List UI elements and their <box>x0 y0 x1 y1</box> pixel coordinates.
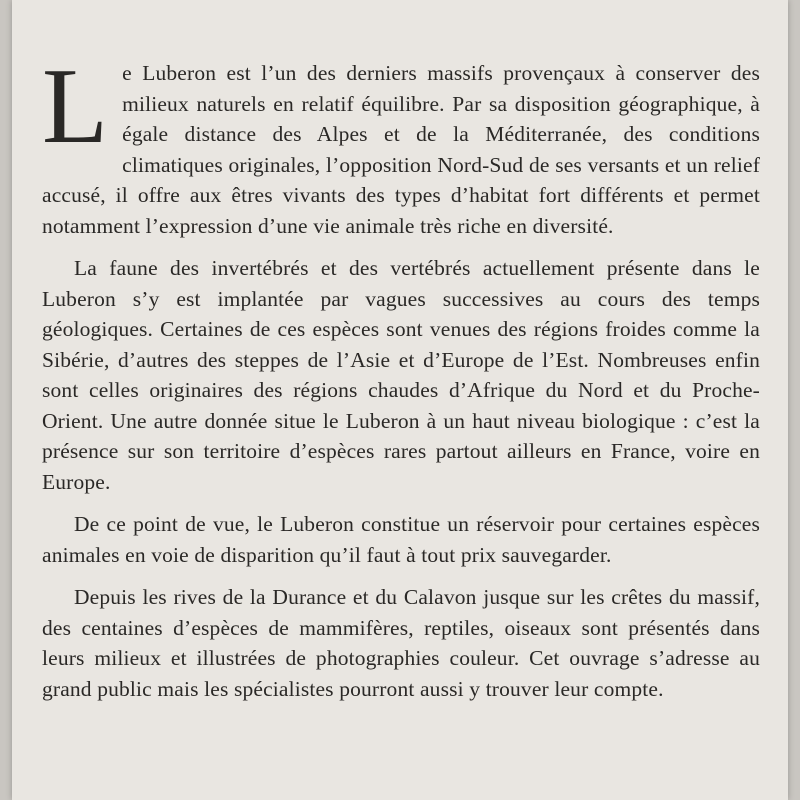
paragraph-3: De ce point de vue, le Luberon constitue un réservoir pour certaines espèces animales en voie de disparition qu’il faut à tout prix sauvegarder. <box>42 512 760 567</box>
drop-cap: L <box>42 47 109 166</box>
paragraph-1 <box>42 47 760 241</box>
paragraph-4: Depuis les rives de la Durance et du Calavon jusque sur les crêtes du massif, des centaines d’espèces de mammifères, reptiles, oiseaux sont présentés dans leurs milieux et illustrées de photographies couleur. Cet ouvrage s’adresse au grand public mais les spécialistes pourront aussi y trouver leur compte. <box>42 585 760 701</box>
body-text <box>42 47 760 716</box>
book-page <box>12 0 788 800</box>
paragraph-1-text: e Luberon est l’un des derniers massifs provençaux à conserver des milieux naturels en relatif équilibre. Par sa disposition géographique, à égale distance des Alpes et de la Méditerranée, des conditions climatiques originales, l’opposition Nord-Sud de ses versants et un relief accusé, il offre aux êtres vivants des types d’habitat fort différents et permet notamment l’expression d’une vie animale très riche en diversité. <box>42 61 760 238</box>
paragraph-2: La faune des invertébrés et des vertébrés actuellement présente dans le Luberon s’y est implantée par vagues successives au cours des temps géologiques. Certaines de ces espèces sont venues des régions froides comme la Sibérie, d’autres des steppes de l’Asie et d’Europe de l’Est. Nombreuses enfin sont celles originaires des régions chaudes d’Afrique du Nord et du Proche-Orient. Une autre donnée situe le Luberon à un haut niveau biologique : c’est la présence sur son territoire d’espèces rares partout ailleurs en France, voire en Europe. <box>42 256 760 494</box>
